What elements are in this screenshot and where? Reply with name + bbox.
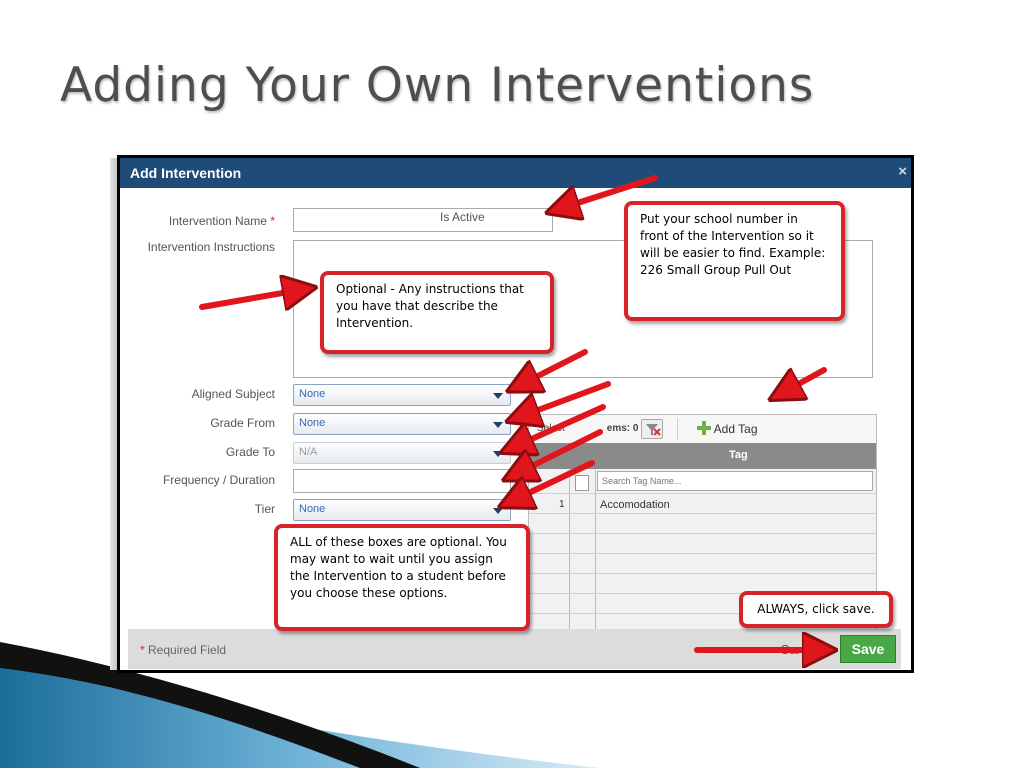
- callout-always-save: ALWAYS, click save.: [739, 591, 893, 628]
- clear-filter-icon[interactable]: [641, 419, 663, 439]
- chevron-down-icon: [493, 451, 503, 457]
- dialog-titlebar: [120, 158, 911, 188]
- cancel-button[interactable]: Cancel: [780, 642, 821, 657]
- tags-toolbar: [529, 415, 876, 444]
- slide-title: Adding Your Own Interventions: [60, 58, 815, 113]
- tags-grid-header: [529, 443, 876, 469]
- chevron-down-icon: [493, 422, 503, 428]
- plus-icon: [697, 421, 711, 435]
- close-icon[interactable]: ×: [898, 163, 907, 180]
- row-number: 1: [559, 499, 565, 510]
- tier-label: Tier: [254, 502, 275, 516]
- aligned-subject-label: Aligned Subject: [191, 387, 275, 401]
- grade-to-select[interactable]: N/A: [293, 442, 511, 464]
- save-button[interactable]: Save: [840, 635, 896, 663]
- is-active-label: Is Active: [440, 210, 485, 224]
- grade-from-select[interactable]: None: [293, 413, 511, 435]
- dialog-title: Add Intervention: [130, 165, 242, 181]
- tag-column-header: Tag: [729, 449, 748, 461]
- intervention-instructions-label: Intervention Instructions: [147, 240, 275, 254]
- aligned-subject-select[interactable]: None: [293, 384, 511, 406]
- tag-search-input[interactable]: Search Tag Name...: [597, 471, 873, 491]
- callout-optional-boxes: ALL of these boxes are optional. You may want to wait until you assign the Intervention to a student before you choose these options.: [274, 524, 530, 631]
- grade-to-label: Grade To: [225, 445, 275, 459]
- required-field-note: * Required Field: [140, 643, 227, 657]
- dialog-footer: [128, 629, 901, 669]
- chevron-down-icon: [493, 508, 503, 514]
- tag-row-accomodation[interactable]: Accomodation: [600, 499, 670, 511]
- tier-select[interactable]: None: [293, 499, 511, 521]
- frequency-duration-input[interactable]: [293, 469, 511, 493]
- required-asterisk: *: [270, 214, 275, 228]
- intervention-name-label: Intervention Name *: [168, 214, 275, 228]
- frequency-duration-label: Frequency / Duration: [162, 473, 275, 487]
- selected-items-count: Select ems: 0: [537, 423, 639, 434]
- grade-from-label: Grade From: [210, 416, 275, 430]
- chevron-down-icon: [493, 393, 503, 399]
- filter-icon[interactable]: [575, 475, 589, 491]
- add-tag-button[interactable]: Add Tag: [697, 421, 758, 436]
- callout-school-number: Put your school number in front of the Intervention so it will be easier to find. Example: 226 Small Group Pull Out: [624, 201, 845, 321]
- callout-instructions: Optional - Any instructions that you have that describe the Intervention.: [320, 271, 554, 354]
